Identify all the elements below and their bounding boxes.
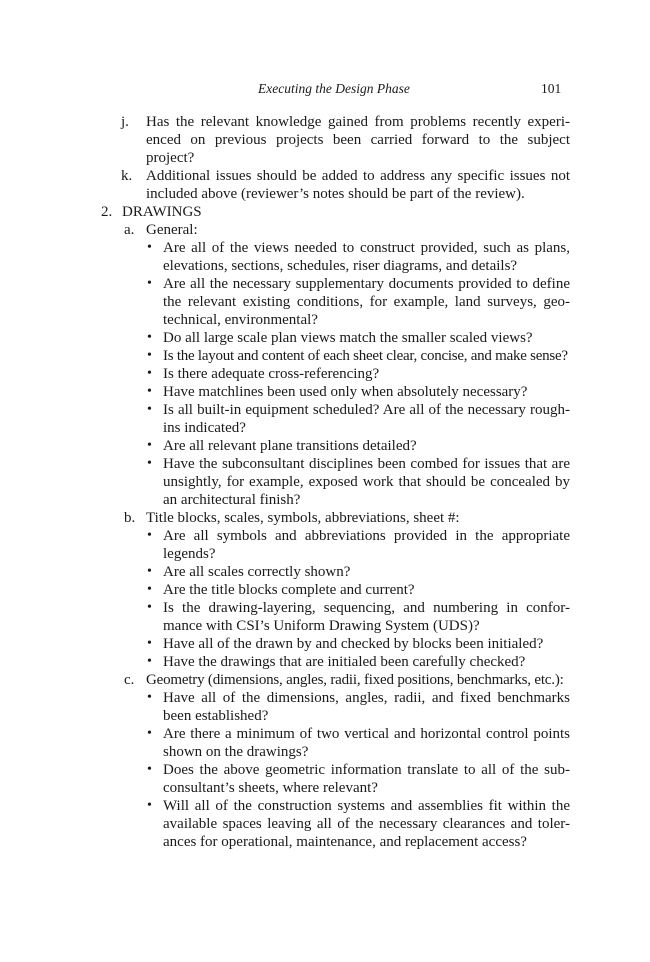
- bullet-text: Have all of the drawn by and checked by blocks been initialed?: [163, 636, 544, 652]
- subsection-title: Title blocks, scales, symbols, abbreviations, sheet #:: [146, 510, 460, 526]
- bullet-glyph: •: [147, 636, 152, 651]
- bullet-glyph: •: [147, 582, 152, 597]
- bullet-item: [0, 383, 650, 401]
- bullet-glyph: •: [147, 456, 152, 471]
- bullet-item: [0, 797, 650, 851]
- bullet-item: [0, 725, 650, 761]
- page-number: 101: [541, 81, 562, 96]
- item-marker: j.: [121, 114, 129, 130]
- bullet-text: Have the drawings that are initialed been carefully checked?: [163, 654, 526, 670]
- bullet-item: [0, 365, 650, 383]
- bullet-item: [0, 563, 650, 581]
- subsection-title: General:: [146, 222, 198, 238]
- section-title: DRAWINGS: [122, 204, 202, 220]
- subsection-heading-general: [0, 221, 650, 239]
- checklist-content: [0, 113, 650, 851]
- bullet-glyph: •: [147, 762, 152, 777]
- bullet-item: [0, 347, 650, 365]
- bullet-glyph: •: [147, 528, 152, 543]
- bullet-item: [0, 239, 650, 275]
- bullet-text: Is the layout and content of each sheet clear, concise, and make sense?: [163, 348, 568, 364]
- bullet-item: [0, 455, 650, 509]
- list-item-j: [0, 113, 650, 167]
- bullet-text: Are all symbols and abbreviations provided in the appropriate legends?: [163, 528, 570, 562]
- bullet-glyph: •: [147, 402, 152, 417]
- bullet-text: Is the drawing-layering, sequencing, and numbering in confor-mance with CSI’s Uniform Drawing System (UDS)?: [163, 600, 570, 634]
- item-text: Additional issues should be added to address any specific issues not included above (reviewer’s notes should be part of the review).: [146, 168, 570, 202]
- bullet-item: [0, 635, 650, 653]
- bullet-text: Have all of the dimensions, angles, radii, and fixed benchmarks been established?: [163, 690, 570, 724]
- bullet-text: Is all built-in equipment scheduled? Are all of the necessary rough-ins indicated?: [163, 402, 570, 436]
- bullet-text: Will all of the construction systems and assemblies fit within the available spaces leaving all of the necessary clearances and toler-ances for operational, maintenance, and replacement access?: [163, 798, 570, 850]
- bullet-text: Is there adequate cross-referencing?: [163, 366, 380, 382]
- running-header: [0, 80, 650, 98]
- running-title: Executing the Design Phase: [258, 81, 410, 96]
- bullet-item: [0, 437, 650, 455]
- bullet-glyph: •: [147, 438, 152, 453]
- bullet-item: [0, 275, 650, 329]
- subsection-marker: b.: [124, 510, 136, 526]
- bullet-glyph: •: [147, 798, 152, 813]
- bullet-glyph: •: [147, 600, 152, 615]
- bullet-item: [0, 689, 650, 725]
- bullet-item: [0, 599, 650, 635]
- bullet-item: [0, 761, 650, 797]
- bullet-text: Are there a minimum of two vertical and horizontal control points shown on the drawings?: [163, 726, 570, 760]
- bullet-item: [0, 527, 650, 563]
- bullet-text: Have the subconsultant disciplines been combed for issues that are unsightly, for example, exposed work that should be concealed by an architectural finish?: [163, 456, 570, 508]
- item-marker: k.: [121, 168, 133, 184]
- subsection-marker: a.: [124, 222, 135, 238]
- bullet-text: Does the above geometric information translate to all of the sub-consultant’s sheets, where relevant?: [163, 762, 570, 796]
- bullet-glyph: •: [147, 726, 152, 741]
- bullet-text: Are all of the views needed to construct provided, such as plans, elevations, sections, schedules, riser diagrams, and details?: [163, 240, 570, 274]
- bullet-glyph: •: [147, 366, 152, 381]
- item-text: Has the relevant knowledge gained from problems recently experi-enced on previous projects been carried forward to the subject project?: [146, 114, 570, 166]
- bullet-glyph: •: [147, 240, 152, 255]
- bullet-item: [0, 653, 650, 671]
- section-number: 2.: [101, 204, 113, 220]
- subsection-title: Geometry (dimensions, angles, radii, fixed positions, benchmarks, etc.):: [146, 672, 564, 688]
- section-heading-drawings: [0, 203, 650, 221]
- bullet-glyph: •: [147, 654, 152, 669]
- bullet-glyph: •: [147, 564, 152, 579]
- bullet-text: Are all relevant plane transitions detailed?: [163, 438, 417, 454]
- bullet-glyph: •: [147, 690, 152, 705]
- bullet-text: Are all the necessary supplementary documents provided to define the relevant existing conditions, for example, land surveys, geo-technical, environmental?: [163, 276, 570, 328]
- subsection-marker: c.: [124, 672, 135, 688]
- list-item-k: [0, 167, 650, 203]
- bullet-item: [0, 581, 650, 599]
- bullet-item: [0, 329, 650, 347]
- subsection-heading-geometry: [0, 671, 650, 689]
- bullet-glyph: •: [147, 276, 152, 291]
- bullet-text: Are the title blocks complete and current?: [163, 582, 415, 598]
- bullet-glyph: •: [147, 330, 152, 345]
- bullet-text: Do all large scale plan views match the smaller scaled views?: [163, 330, 533, 346]
- subsection-heading-title-blocks: [0, 509, 650, 527]
- bullet-text: Are all scales correctly shown?: [163, 564, 351, 580]
- bullet-glyph: •: [147, 384, 152, 399]
- bullet-glyph: •: [147, 348, 152, 363]
- bullet-item: [0, 401, 650, 437]
- bullet-text: Have matchlines been used only when absolutely necessary?: [163, 384, 528, 400]
